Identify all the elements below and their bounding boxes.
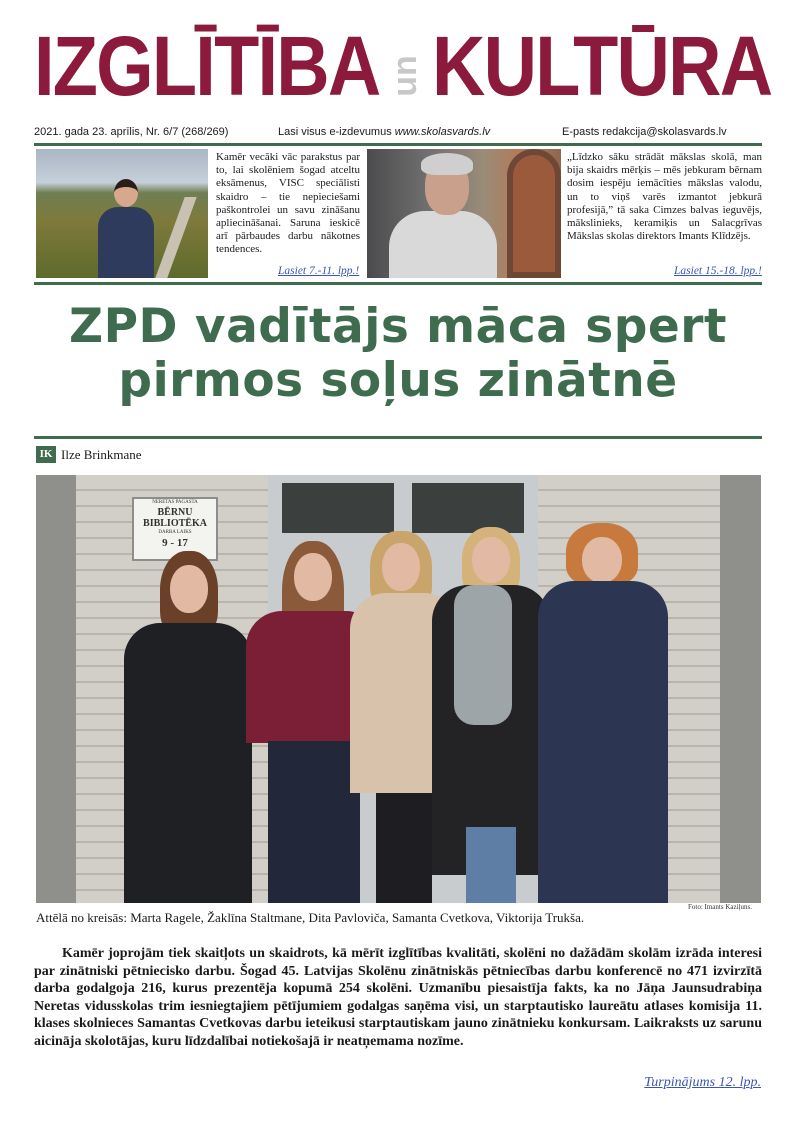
photo-caption: Attēlā no kreisās: Marta Ragele, Žaklīna Staltmane, Dita Pavloviča, Samanta Cvetkova, Viktorija Trukša. [36, 910, 585, 925]
boardwalk-shape [155, 197, 196, 278]
man-body [389, 211, 497, 278]
e-edition-prefix: Lasi visus e-izdevumus [278, 126, 395, 138]
masthead-connector [370, 42, 424, 112]
person-body [98, 207, 154, 278]
person-1 [124, 551, 252, 903]
author-badge: IK [36, 446, 56, 463]
e-edition-note [278, 126, 490, 138]
author-name: Ilze Brinkmane [61, 447, 142, 462]
top-divider [34, 143, 762, 146]
article-headline [40, 300, 756, 408]
photo-credit: Foto: Imants Kaziļuns. [688, 903, 752, 911]
person-1-coat [124, 623, 252, 903]
continue-link[interactable]: Turpinājums 12. lpp. [644, 1075, 761, 1090]
headline-divider [34, 436, 762, 439]
sign-childrens: BĒRNU [157, 507, 193, 518]
headline-line-1: ZPD vadītājs māca spert [69, 299, 727, 354]
door-window-left [282, 483, 394, 533]
sign-library: BIBLIOTĒKA [143, 518, 207, 529]
teaser-photo-1 [36, 149, 208, 278]
masthead-title-left: IZGLĪTĪBA [34, 19, 380, 113]
sign-hours-label: DARBA LAIKS [158, 530, 192, 535]
person-figure [98, 179, 154, 278]
website-link[interactable]: www.skolasvards.lv [394, 126, 491, 138]
person-5-coat [538, 581, 668, 903]
person-4-scarf [454, 585, 512, 725]
masthead [34, 19, 772, 113]
headline-line-2: pirmos soļus zinātnē [118, 353, 678, 408]
masthead-title-right: KULTŪRA [432, 19, 772, 113]
person-5-face [582, 537, 622, 583]
editorial-email[interactable]: E-pasts redakcija@skolasvards.lv [562, 126, 727, 138]
person-2-jeans [268, 741, 360, 903]
door-window-right [412, 483, 524, 533]
teaser-divider [34, 282, 762, 285]
teaser-text-1: Kamēr vecāki vāc parakstus par to, lai skolēniem šogad atceltu eksāmenus, VISC speciālisti skaidro – tie nepieciešami paškontrolei un savu zināšanu apliecināšanai. Saruna ieskicē arī pārbaudes darbu nākotnes tendences. [216, 151, 360, 256]
sign-parish: NERETAS PAGASTA [152, 500, 198, 505]
person-3-face [382, 543, 420, 591]
masthead-connector-text: un [386, 55, 424, 97]
teaser-text-2: „Līdzko sāku strādāt mākslas skolā, man bija skaidrs mērķis – mēs jebkuram bērnam dosim iespēju iemācīties mākslas valodu, un to viņš varēs izmantot jebkurā profesijā,” tā saka Cimzes balvas ieguvējs, mākslinieks, keramiķis un Salacgrīvas Mākslas skolas direktors Imants Klīdzējs. [567, 151, 762, 243]
person-1-face [170, 565, 208, 613]
teaser-link-1[interactable]: Lasiet 7.-11. lpp.! [278, 265, 360, 277]
person-2-face [294, 553, 332, 601]
person-3-trousers [376, 793, 432, 903]
teaser-photo-2 [367, 149, 561, 278]
teaser-link-2[interactable]: Lasiet 15.-18. lpp.! [674, 265, 762, 277]
person-4 [432, 527, 550, 903]
person-5 [538, 523, 668, 903]
person-head [114, 179, 138, 207]
person-4-face [472, 537, 510, 583]
main-photo [36, 475, 761, 903]
issue-info-line [34, 126, 762, 142]
person-4-jeans [466, 827, 516, 903]
issue-date: 2021. gada 23. aprīlis, Nr. 6/7 (268/269) [34, 126, 229, 138]
sign-hours: 9 - 17 [162, 537, 188, 549]
kiln-arch-shape [507, 149, 561, 278]
article-lead: Kamēr joprojām tiek skaitļots un skaidrots, kā mērīt izglītības kvalitāti, skolēni no dažādām skolām izrāda interesi par zinātniski pētniecisko darbu. Šogad 45. Latvijas Skolēnu zinātniskās pētniecības darbu konferencē no 471 izvirzītā darba godalgoja 216, kurus prezentēja kopumā 254 skolēni. Uzmanību piesaistīja fakts, ka no Jāņa Jaunsudrabiņa Neretas vidusskolas trim iesniegtajiem pētījumiem godalgas saņēma visi, un starptautisko laureātu atlases komisija 11. klases skolnieces Samantas Cvetkovas darbu ieteikusi starptautiskam jauno zinātnieku konkursam. Laikraksts uz sarunu aicināja skolotājas, kuru līdzdalībai notiekošajā ir neatņemama nozīme. [34, 946, 762, 1049]
man-hair [421, 153, 473, 175]
